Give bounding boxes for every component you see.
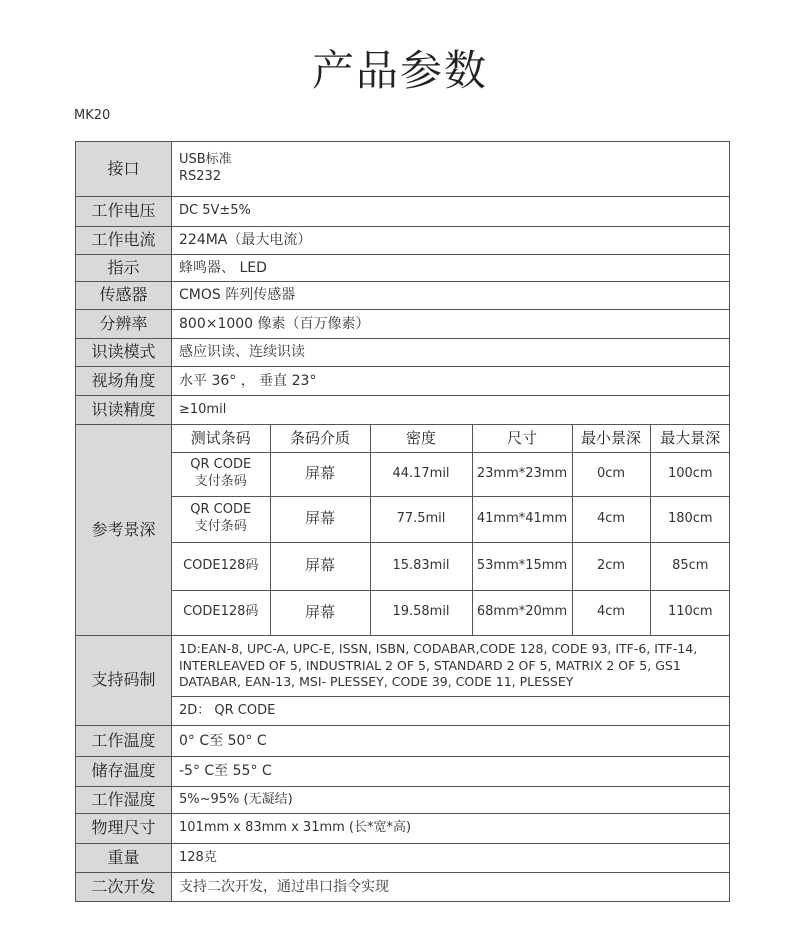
spec-row-interface — [76, 142, 730, 197]
ref-code: CODE128码 — [172, 542, 270, 590]
spec-label: 参考景深 — [76, 425, 172, 636]
spec-label: 物理尺寸 — [76, 814, 172, 844]
ref-max: 110cm — [650, 590, 730, 635]
ref-size: 23mm*23mm — [472, 452, 572, 496]
spec-row-voltage — [76, 197, 730, 227]
spec-row-dev — [76, 873, 730, 902]
spec-row-indicator — [76, 255, 730, 282]
ref-header-row — [172, 425, 730, 452]
spec-row-weight — [76, 844, 730, 873]
spec-value: ≥10mil — [172, 396, 730, 425]
spec-row-read-mode — [76, 339, 730, 367]
spec-row-humidity — [76, 787, 730, 814]
page-title: 产品参数 — [311, 46, 488, 95]
spec-label: 工作湿度 — [76, 787, 172, 814]
spec-value: 感应识读、连续识读 — [172, 339, 730, 367]
ref-min: 0cm — [572, 452, 650, 496]
ref-density: 15.83mil — [370, 542, 472, 590]
spec-value: DC 5V±5% — [172, 197, 730, 227]
ref-density: 19.58mil — [370, 590, 472, 635]
spec-label: 视场角度 — [76, 367, 172, 396]
ref-medium: 屏幕 — [270, 452, 370, 496]
ref-density: 44.17mil — [370, 452, 472, 496]
spec-row-reference-depth — [76, 425, 730, 636]
spec-value: 101mm x 83mm x 31mm (长*宽*高) — [172, 814, 730, 844]
ref-max: 85cm — [650, 542, 730, 590]
spec-value: 水平 36° ， 垂直 23° — [172, 367, 730, 396]
ref-row — [172, 452, 730, 496]
ref-header: 测试条码 — [172, 425, 270, 452]
ref-header: 最小景深 — [572, 425, 650, 452]
spec-row-dimensions — [76, 814, 730, 844]
spec-label: 工作电流 — [76, 227, 172, 255]
spec-row-symbologies-2d — [76, 697, 730, 726]
spec-row-current — [76, 227, 730, 255]
symbologies-1d: 1D:EAN-8, UPC-A, UPC-E, ISSN, ISBN, CODABAR,CODE 128, CODE 93, ITF-6, ITF-14, INTERLEAVED OF 5, INDUSTRIAL 2 OF 5, STANDARD 2 OF 5, MATRIX 2 OF 5, GS1 DATABAR, EAN-13, MSI- PLESSEY, CODE 39, CODE 11, PLESSEY — [172, 636, 730, 697]
spec-row-resolution — [76, 310, 730, 339]
ref-header: 最大景深 — [650, 425, 730, 452]
spec-row-precision — [76, 396, 730, 425]
reference-depth-cell — [172, 425, 730, 636]
ref-density: 77.5mil — [370, 496, 472, 542]
symbologies-2d: 2D： QR CODE — [172, 697, 730, 726]
reference-depth-table — [172, 425, 730, 635]
ref-min: 2cm — [572, 542, 650, 590]
ref-code: QR CODE 支付条码 — [172, 452, 270, 496]
spec-row-symbologies — [76, 636, 730, 697]
ref-header: 尺寸 — [472, 425, 572, 452]
ref-code: CODE128码 — [172, 590, 270, 635]
ref-min: 4cm — [572, 496, 650, 542]
ref-header: 密度 — [370, 425, 472, 452]
spec-value: 224MA（最大电流） — [172, 227, 730, 255]
spec-value: 支持二次开发，通过串口指令实现 — [172, 873, 730, 902]
spec-row-op-temp — [76, 726, 730, 757]
spec-value: CMOS 阵列传感器 — [172, 282, 730, 310]
ref-medium: 屏幕 — [270, 496, 370, 542]
ref-size: 68mm*20mm — [472, 590, 572, 635]
spec-row-storage-temp — [76, 757, 730, 787]
ref-max: 100cm — [650, 452, 730, 496]
model-name: MK20 — [74, 108, 111, 123]
spec-table — [75, 141, 730, 902]
ref-size: 41mm*41mm — [472, 496, 572, 542]
spec-label: 指示 — [76, 255, 172, 282]
spec-value: 5%~95% (无凝结) — [172, 787, 730, 814]
ref-row — [172, 590, 730, 635]
ref-code: QR CODE 支付条码 — [172, 496, 270, 542]
spec-label: 重量 — [76, 844, 172, 873]
spec-value: 蜂鸣器、 LED — [172, 255, 730, 282]
ref-max: 180cm — [650, 496, 730, 542]
spec-value: 800×1000 像素（百万像素） — [172, 310, 730, 339]
ref-header: 条码介质 — [270, 425, 370, 452]
spec-value: USB标准 RS232 — [172, 142, 730, 197]
spec-row-field-angle — [76, 367, 730, 396]
spec-label: 分辨率 — [76, 310, 172, 339]
spec-label: 支持码制 — [76, 636, 172, 726]
spec-label: 识读精度 — [76, 396, 172, 425]
spec-label: 工作温度 — [76, 726, 172, 757]
spec-label: 二次开发 — [76, 873, 172, 902]
spec-label: 储存温度 — [76, 757, 172, 787]
spec-label: 传感器 — [76, 282, 172, 310]
ref-row — [172, 542, 730, 590]
ref-row — [172, 496, 730, 542]
spec-value: -5° C至 55° C — [172, 757, 730, 787]
spec-value: 0° C至 50° C — [172, 726, 730, 757]
ref-min: 4cm — [572, 590, 650, 635]
ref-medium: 屏幕 — [270, 590, 370, 635]
spec-label: 工作电压 — [76, 197, 172, 227]
ref-size: 53mm*15mm — [472, 542, 572, 590]
spec-label: 识读模式 — [76, 339, 172, 367]
spec-label: 接口 — [76, 142, 172, 197]
spec-value: 128克 — [172, 844, 730, 873]
ref-medium: 屏幕 — [270, 542, 370, 590]
spec-row-sensor — [76, 282, 730, 310]
